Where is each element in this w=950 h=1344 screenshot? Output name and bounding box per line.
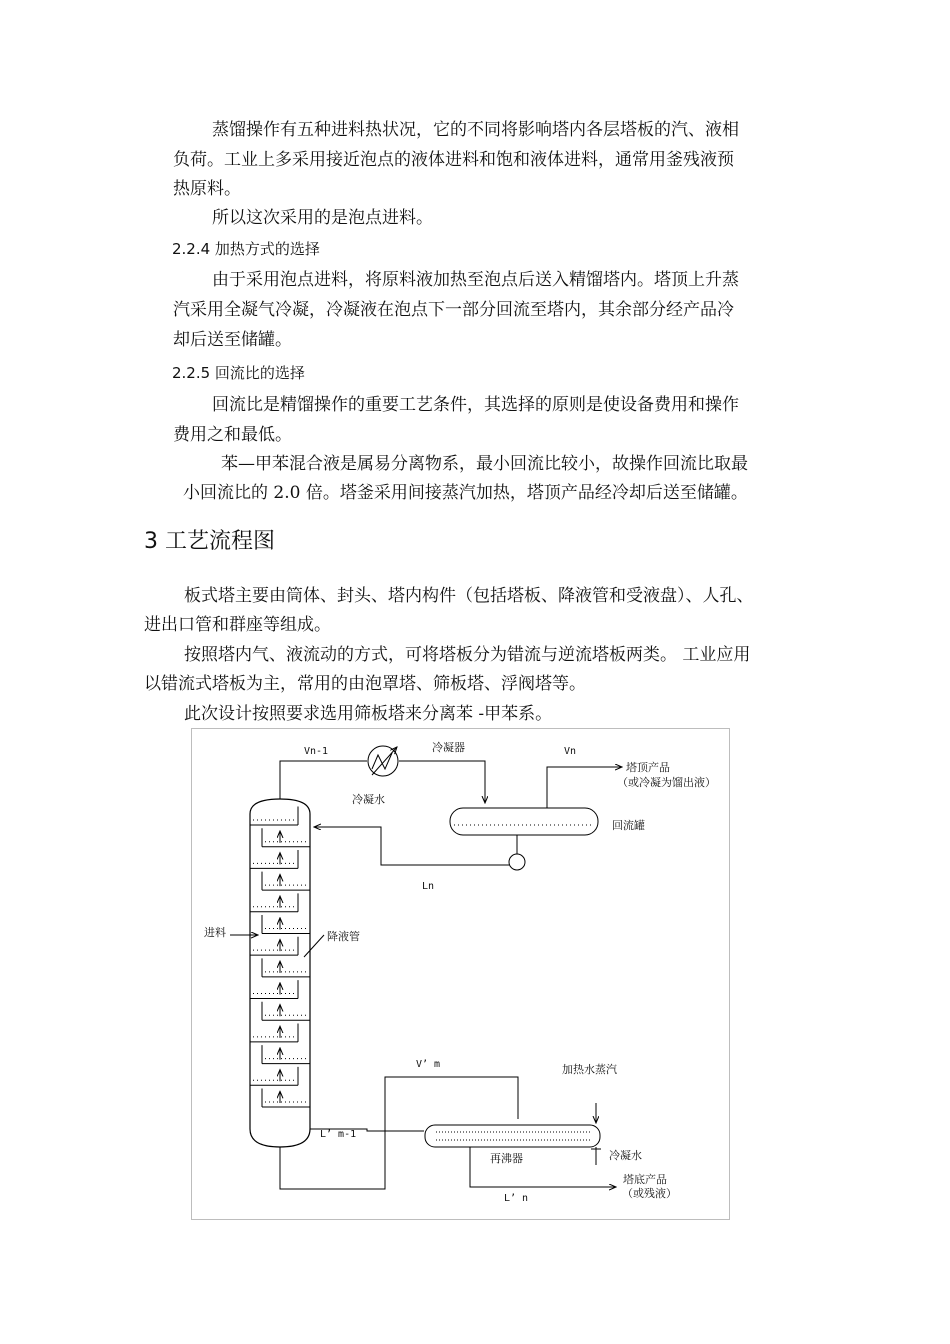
para-reflux-line1: 回流比是精馏操作的重要工艺条件，其选择的原则是使设备费用和操作 [212, 395, 739, 415]
para-heating-line2: 汽采用全凝气冷凝，冷凝液在泡点下一部分回流至塔内，其余部分经产品冷 [173, 300, 734, 320]
condensate-line [399, 761, 485, 803]
column-trays [250, 807, 310, 1107]
heading-3: 3 工艺流程图 [144, 529, 275, 554]
para-reflux-line2: 费用之和最低。 [173, 425, 292, 445]
downcomer-leader [304, 935, 324, 957]
label-cooling-water-top: 冷凝水 [352, 793, 385, 806]
para-reflux-line3: 苯—甲苯混合液是属易分离物系，最小回流比较小，故操作回流比取最 [221, 454, 748, 474]
process-flow-svg [192, 729, 729, 1219]
para-reflux-line4: 小回流比的 2.0 倍。塔釜采用间接蒸汽加热，塔顶产品经冷却后送至储罐。 [183, 483, 748, 503]
label-reflux-drum: 回流罐 [612, 819, 645, 832]
reboiler [425, 1125, 600, 1147]
label-bottom-product: 塔底产品 [623, 1173, 667, 1186]
label-downcomer: 降液管 [327, 930, 360, 943]
para-feed-state-line1: 蒸馏操作有五种进料热状况，它的不同将影响塔内各层塔板的汽、液相 [212, 120, 739, 140]
para-plate-line2: 进出口管和群座等组成。 [144, 615, 331, 635]
label-condenser: 冷凝器 [432, 741, 465, 754]
label-reboiler: 再沸器 [490, 1152, 523, 1165]
para-plate-line5: 此次设计按照要求选用筛板塔来分离苯 -甲苯系。 [184, 704, 553, 724]
label-ln-bottom: L’ n [504, 1193, 529, 1204]
para-heating-line1: 由于采用泡点进料，将原料液加热至泡点后送入精馏塔内。塔顶上升蒸 [212, 270, 739, 290]
label-lm1: L’ m-1 [320, 1129, 357, 1140]
label-vn1: Vn-1 [304, 746, 329, 757]
para-feed-state-line3: 热原料。 [173, 179, 241, 199]
process-flow-diagram [191, 728, 730, 1220]
para-heating-line3: 却后送至储罐。 [173, 330, 292, 350]
label-top-product: 塔顶产品 [626, 761, 670, 774]
para-plate-line4: 以错流式塔板为主，常用的由泡罩塔、筛板塔、浮阀塔等。 [144, 674, 586, 694]
label-heating-steam: 加热水蒸汽 [562, 1063, 617, 1076]
reflux-pump-icon [509, 854, 525, 870]
heading-2-2-5: 2.2.5 回流比的选择 [172, 364, 305, 382]
label-cooling-water-bottom: 冷凝水 [609, 1149, 642, 1162]
label-vm: V’ m [416, 1059, 441, 1070]
label-feed: 进料 [204, 926, 226, 939]
para-feed-state-line2: 负荷。工业上多采用接近泡点的液体进料和饱和液体进料，通常用釜残液预 [173, 150, 734, 170]
para-plate-line1: 板式塔主要由筒体、封头、塔内构件（包括塔板、降液管和受液盘）、人孔、 [184, 586, 754, 606]
label-bottom-product-note: （或残液） [622, 1187, 677, 1200]
heading-2-2-4: 2.2.4 加热方式的选择 [172, 240, 320, 258]
reflux-drum [450, 808, 598, 835]
para-plate-line3: 按照塔内气、液流动的方式，可将塔板分为错流与逆流塔板两类。 工业应用 [184, 645, 751, 665]
para-feed-choice: 所以这次采用的是泡点进料。 [212, 208, 433, 228]
distillate-line [547, 767, 622, 808]
label-ln: Ln [422, 881, 435, 892]
label-vn: Vn [564, 746, 577, 757]
label-top-product-note: （或冷凝为馏出液） [617, 776, 716, 789]
